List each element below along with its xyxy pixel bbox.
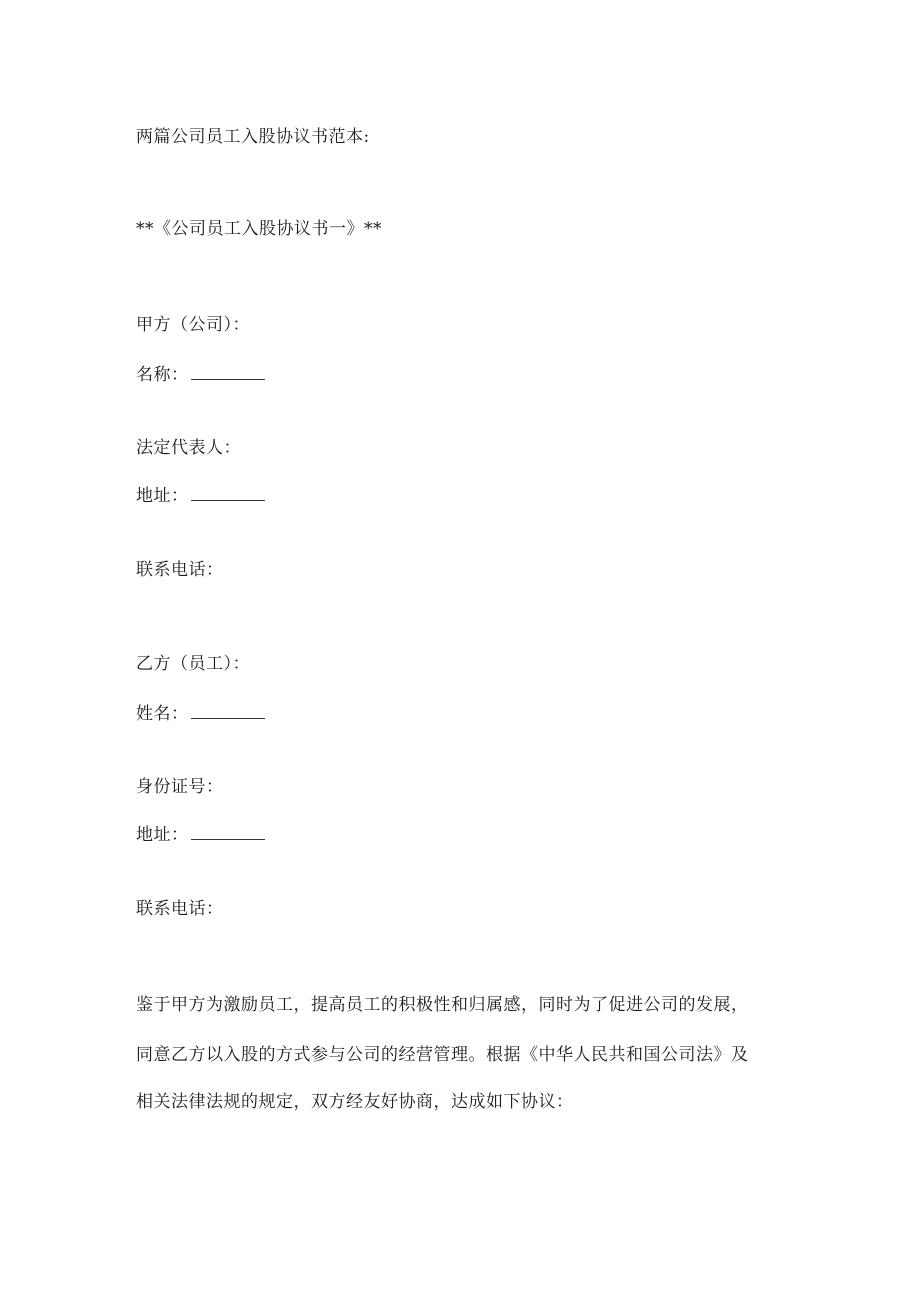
party-a-name-label: 名称： bbox=[136, 365, 189, 385]
party-b-id-label: 身份证号： bbox=[136, 777, 224, 797]
party-a-title: 甲方（公司）： bbox=[136, 315, 250, 335]
party-a-legal-rep-label: 法定代表人： bbox=[136, 438, 241, 458]
party-a-name-blank bbox=[191, 365, 265, 380]
party-a-name-field bbox=[136, 364, 265, 386]
party-b-name-label: 姓名： bbox=[136, 704, 189, 724]
party-b-address-label: 地址： bbox=[136, 825, 189, 845]
agreement-title: **《公司员工入股协议书一》** bbox=[136, 219, 382, 239]
preamble-line-1: 鉴于甲方为激励员工，提高员工的积极性和归属感，同时为了促进公司的发展， bbox=[136, 995, 749, 1015]
party-b-name-field bbox=[136, 703, 265, 725]
party-a-address-blank bbox=[191, 486, 265, 501]
party-b-title: 乙方（员工）： bbox=[136, 654, 250, 674]
preamble-line-3: 相关法律法规的规定，双方经友好协商，达成如下协议： bbox=[136, 1092, 574, 1112]
party-b-address-blank bbox=[191, 825, 265, 840]
party-b-phone-label: 联系电话： bbox=[136, 899, 224, 919]
party-a-address-field bbox=[136, 485, 265, 507]
party-b-address-field bbox=[136, 824, 265, 846]
document-heading: 两篇公司员工入股协议书范本: bbox=[136, 127, 370, 147]
preamble-line-2: 同意乙方以入股的方式参与公司的经营管理。根据《中华人民共和国公司法》及 bbox=[136, 1045, 749, 1065]
party-b-name-blank bbox=[191, 704, 265, 719]
party-a-phone-label: 联系电话： bbox=[136, 560, 224, 580]
party-a-address-label: 地址： bbox=[136, 486, 189, 506]
